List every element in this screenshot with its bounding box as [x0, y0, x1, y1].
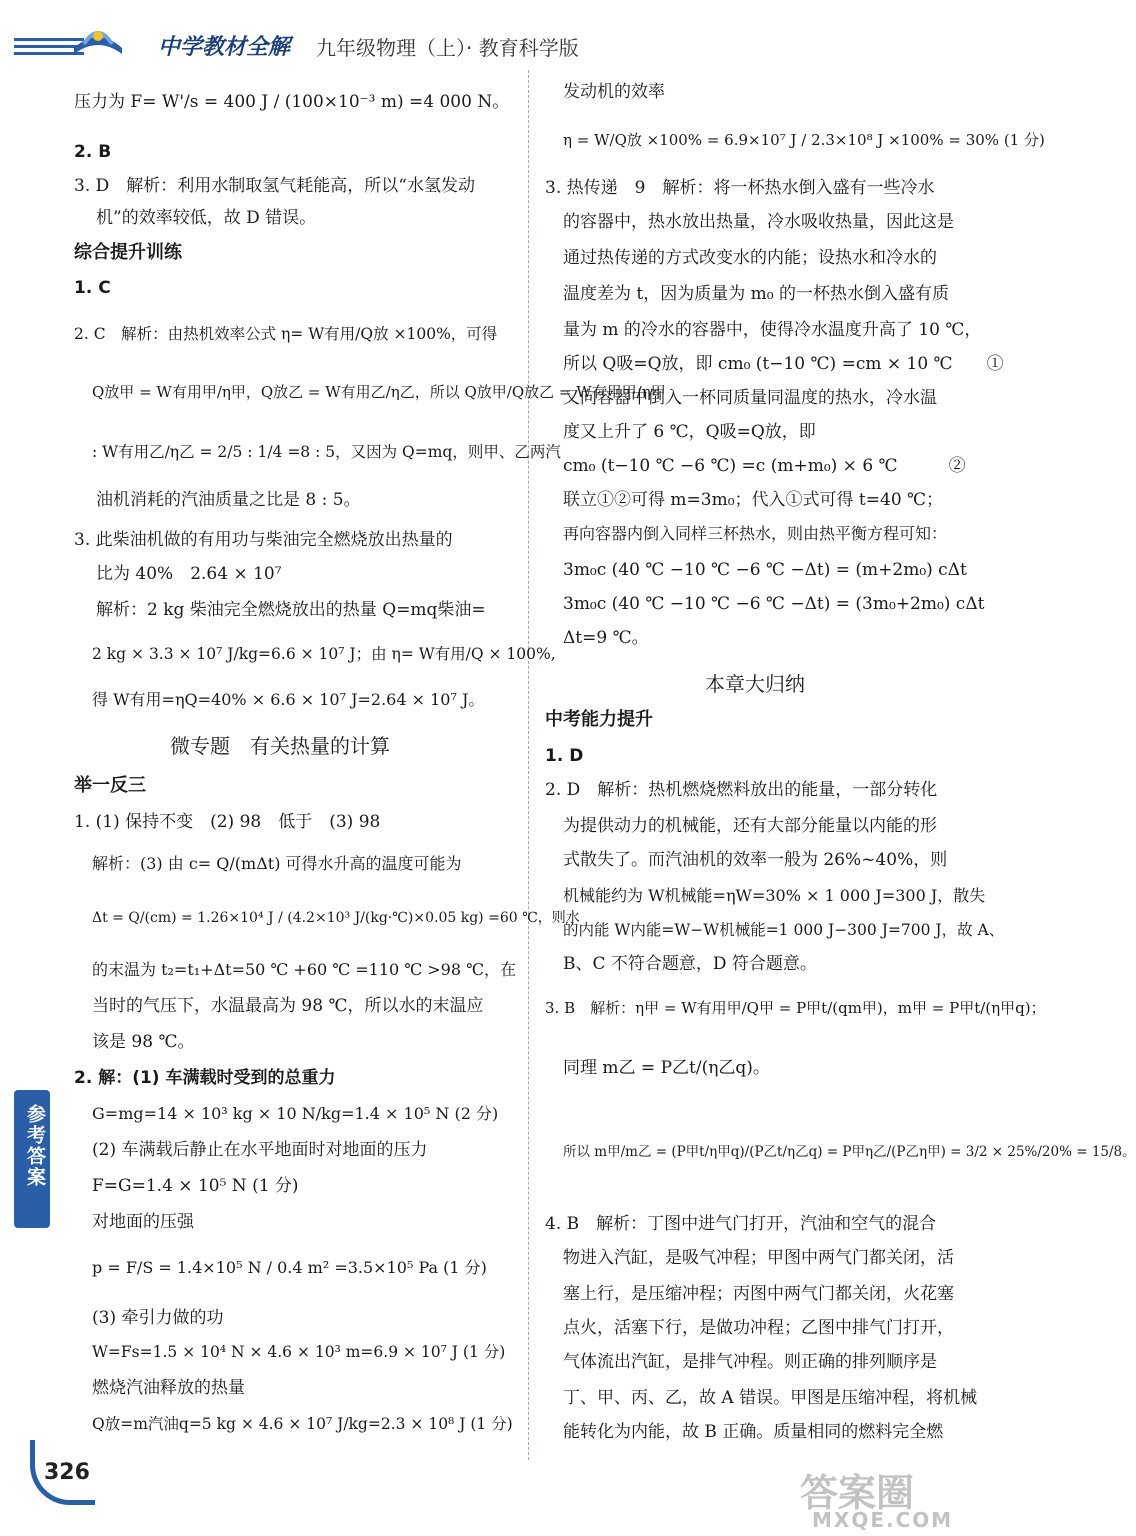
formula-line: Δt = Q/(cm) = 1.26×10⁴ J / (4.2×10³ J/(kg·℃)×0.05 kg) =60 ℃，则水	[92, 910, 580, 926]
text-line: 2 kg × 3.3 × 10⁷ J/kg=6.6 × 10⁷ J；由 η= W有用/Q × 100%,	[92, 645, 556, 663]
text-line: 油机消耗的汽油质量之比是 8 : 5。	[96, 490, 361, 510]
text-line: 2. D 解析：热机燃烧燃料放出的能量，一部分转化	[545, 780, 938, 800]
side-tab-label: 参考答案	[24, 1104, 46, 1188]
formula-line: Q放甲 = W有用甲/η甲，Q放乙 = W有用乙/η乙，所以 Q放甲/Q放乙 = W有用甲/η甲	[92, 383, 666, 401]
text-line: 为提供动力的机械能，还有大部分能量以内能的形	[563, 816, 937, 836]
header-subtitle: 九年级物理（上）· 教育科学版	[316, 36, 579, 60]
text-line: 4. B 解析：丁图中进气门打开，汽油和空气的混合	[545, 1214, 937, 1234]
section-heading: 中考能力提升	[545, 709, 653, 730]
formula-line: 3. B 解析：η甲 = W有用甲/Q甲 = P甲t/(qm甲)，m甲 = P甲t/(η甲q)；	[545, 999, 1046, 1017]
text-line: 得 W有用=ηQ=40% × 6.6 × 10⁷ J=2.64 × 10⁷ J。	[92, 690, 485, 709]
text-line: 解析：(3) 由 c= Q/(mΔt) 可得水升高的温度可能为	[92, 854, 462, 873]
section-side-tab	[14, 1090, 50, 1228]
formula-line: η = W/Q放 ×100% = 6.9×10⁷ J / 2.3×10⁸ J ×100% = 30% (1 分)	[563, 131, 1045, 149]
formula-line: 3m₀c (40 ℃ −10 ℃ −6 ℃ −Δt) = (m+2m₀) cΔt	[563, 560, 967, 580]
text-line: 当时的气压下，水温最高为 98 ℃，所以水的末温应	[92, 996, 484, 1016]
text-line: 3. D 解析：利用水制取氢气耗能高，所以“水氢发动	[74, 176, 475, 196]
section-title: 本章大归纳	[705, 672, 805, 696]
formula-line: : W有用乙/η乙 = 2/5 : 1/4 =8 : 5，又因为 Q=mq，则甲、乙两汽	[92, 443, 561, 461]
text-line: 能转化为内能，故 B 正确。质量相同的燃料完全燃	[563, 1422, 944, 1442]
text-line: 3. 此柴油机做的有用功与柴油完全燃烧放出热量的	[74, 530, 453, 550]
text-line: 2. 解：(1) 车满载时受到的总重力	[74, 1068, 336, 1088]
text-line: 该是 98 ℃。	[92, 1032, 195, 1052]
text-line: 点火，活塞下行，是做功冲程；乙图中排气门打开，	[563, 1318, 954, 1338]
page-header	[0, 0, 1003, 62]
text-line: (2) 车满载后静止在水平地面时对地面的压力	[92, 1140, 428, 1160]
watermark-url: MXQE.COM	[812, 1508, 954, 1532]
text-line: 1. D	[545, 746, 584, 766]
page-number: 326	[44, 1460, 90, 1485]
text-line: 再向容器内倒入同样三杯热水，则由热平衡方程可知：	[563, 524, 948, 543]
text-line: 又向容器中倒入一杯同质量同温度的热水，冷水温	[563, 388, 937, 408]
watermark: 答案圈	[800, 1471, 915, 1515]
text-line: 丁、甲、丙、乙，故 A 错误。甲图是压缩冲程，将机械	[563, 1388, 978, 1408]
text-line: Q放=m汽油q=5 kg × 4.6 × 10⁷ J/kg=2.3 × 10⁸ J (1 分)	[92, 1415, 513, 1433]
text-line: 3. 热传递 9 解析：将一杯热水倒入盛有一些冷水	[545, 178, 935, 198]
text-line: 2. C 解析：由热机效率公式 η= W有用/Q放 ×100%，可得	[74, 325, 498, 343]
text-line: 所以 Q吸=Q放，即 cm₀ (t−10 ℃) =cm × 10 ℃ ①	[563, 354, 1004, 374]
text-line: cm₀ (t−10 ℃ −6 ℃) =c (m+m₀) × 6 ℃ ②	[563, 456, 966, 476]
text-line: 气体流出汽缸，是排气冲程。则正确的排列顺序是	[563, 1352, 937, 1372]
text-line: 1. C	[74, 278, 111, 298]
text-line: 比为 40% 2.64 × 10⁷	[96, 564, 282, 584]
text-line: 1. (1) 保持不变 (2) 98 低于 (3) 98	[74, 812, 381, 832]
text-line: 发动机的效率	[563, 82, 665, 102]
text-line: 温度差为 t，因为质量为 m₀ 的一杯热水倒入盛有质	[563, 284, 949, 304]
text-line: (3) 牵引力做的功	[92, 1308, 224, 1328]
text-line: 的内能 W内能=W−W机械能=1 000 J−300 J=700 J，故 A、	[563, 921, 1005, 939]
text-line: 机”的效率较低，故 D 错误。	[96, 208, 317, 228]
formula-line: 同理 m乙 = P乙t/(η乙q)。	[563, 1058, 770, 1078]
text-line: B、C 不符合题意，D 符合题意。	[563, 954, 817, 974]
text-line: 压力为 F= W'/s = 400 J / (100×10⁻³ m) =4 000 N。	[74, 92, 510, 112]
text-line: G=mg=14 × 10³ kg × 10 N/kg=1.4 × 10⁵ N (2 分)	[92, 1104, 499, 1123]
text-line: Δt=9 ℃。	[563, 628, 649, 648]
book-logo-icon	[70, 18, 126, 58]
text-line: 燃烧汽油释放的热量	[92, 1378, 245, 1398]
text-line: 度又上升了 6 ℃，Q吸=Q放，即	[563, 422, 816, 442]
text-line: 联立①②可得 m=3m₀；代入①式可得 t=40 ℃；	[563, 490, 944, 510]
text-line: 的末温为 t₂=t₁+Δt=50 ℃ +60 ℃ =110 ℃ >98 ℃，在	[92, 960, 517, 979]
text-line: F=G=1.4 × 10⁵ N (1 分)	[92, 1176, 299, 1196]
formula-line: p = F/S = 1.4×10⁵ N / 0.4 m² =3.5×10⁵ Pa (1 分)	[92, 1258, 487, 1277]
section-heading: 综合提升训练	[74, 242, 182, 263]
text-line: 2. B	[74, 142, 112, 162]
formula-line: 3m₀c (40 ℃ −10 ℃ −6 ℃ −Δt) = (3m₀+2m₀) cΔt	[563, 594, 985, 614]
header-title: 中学教材全解	[158, 35, 291, 60]
text-line: 对地面的压强	[92, 1212, 194, 1232]
text-line: 机械能约为 W机械能=ηW=30% × 1 000 J=300 J，散失	[563, 886, 986, 905]
text-line: 的容器中，热水放出热量，冷水吸收热量，因此这是	[563, 212, 954, 232]
formula-line: 所以 m甲/m乙 = (P甲t/η甲q)/(P乙t/η乙q) = P甲η乙/(P乙η甲) = 3/2 × 25%/20% = 15/8。	[563, 1144, 1136, 1160]
column-divider	[528, 70, 529, 1460]
text-line: 塞上行，是压缩冲程；丙图中两气门都关闭，火花塞	[563, 1284, 954, 1304]
text-line: W=Fs=1.5 × 10⁴ N × 4.6 × 10³ m=6.9 × 10⁷ J (1 分)	[92, 1343, 506, 1361]
text-line: 解析：2 kg 柴油完全燃烧放出的热量 Q=mq柴油=	[96, 600, 486, 620]
text-line: 式散失了。而汽油机的效率一般为 26%~40%，则	[563, 850, 948, 870]
text-line: 物进入汽缸，是吸气冲程；甲图中两气门都关闭，活	[563, 1248, 954, 1268]
section-title: 微专题 有关热量的计算	[170, 734, 390, 758]
text-line: 通过热传递的方式改变水的内能；设热水和冷水的	[563, 248, 937, 268]
text-line: 量为 m 的冷水的容器中，使得冷水温度升高了 10 ℃，	[563, 320, 982, 340]
section-heading: 举一反三	[74, 775, 146, 796]
